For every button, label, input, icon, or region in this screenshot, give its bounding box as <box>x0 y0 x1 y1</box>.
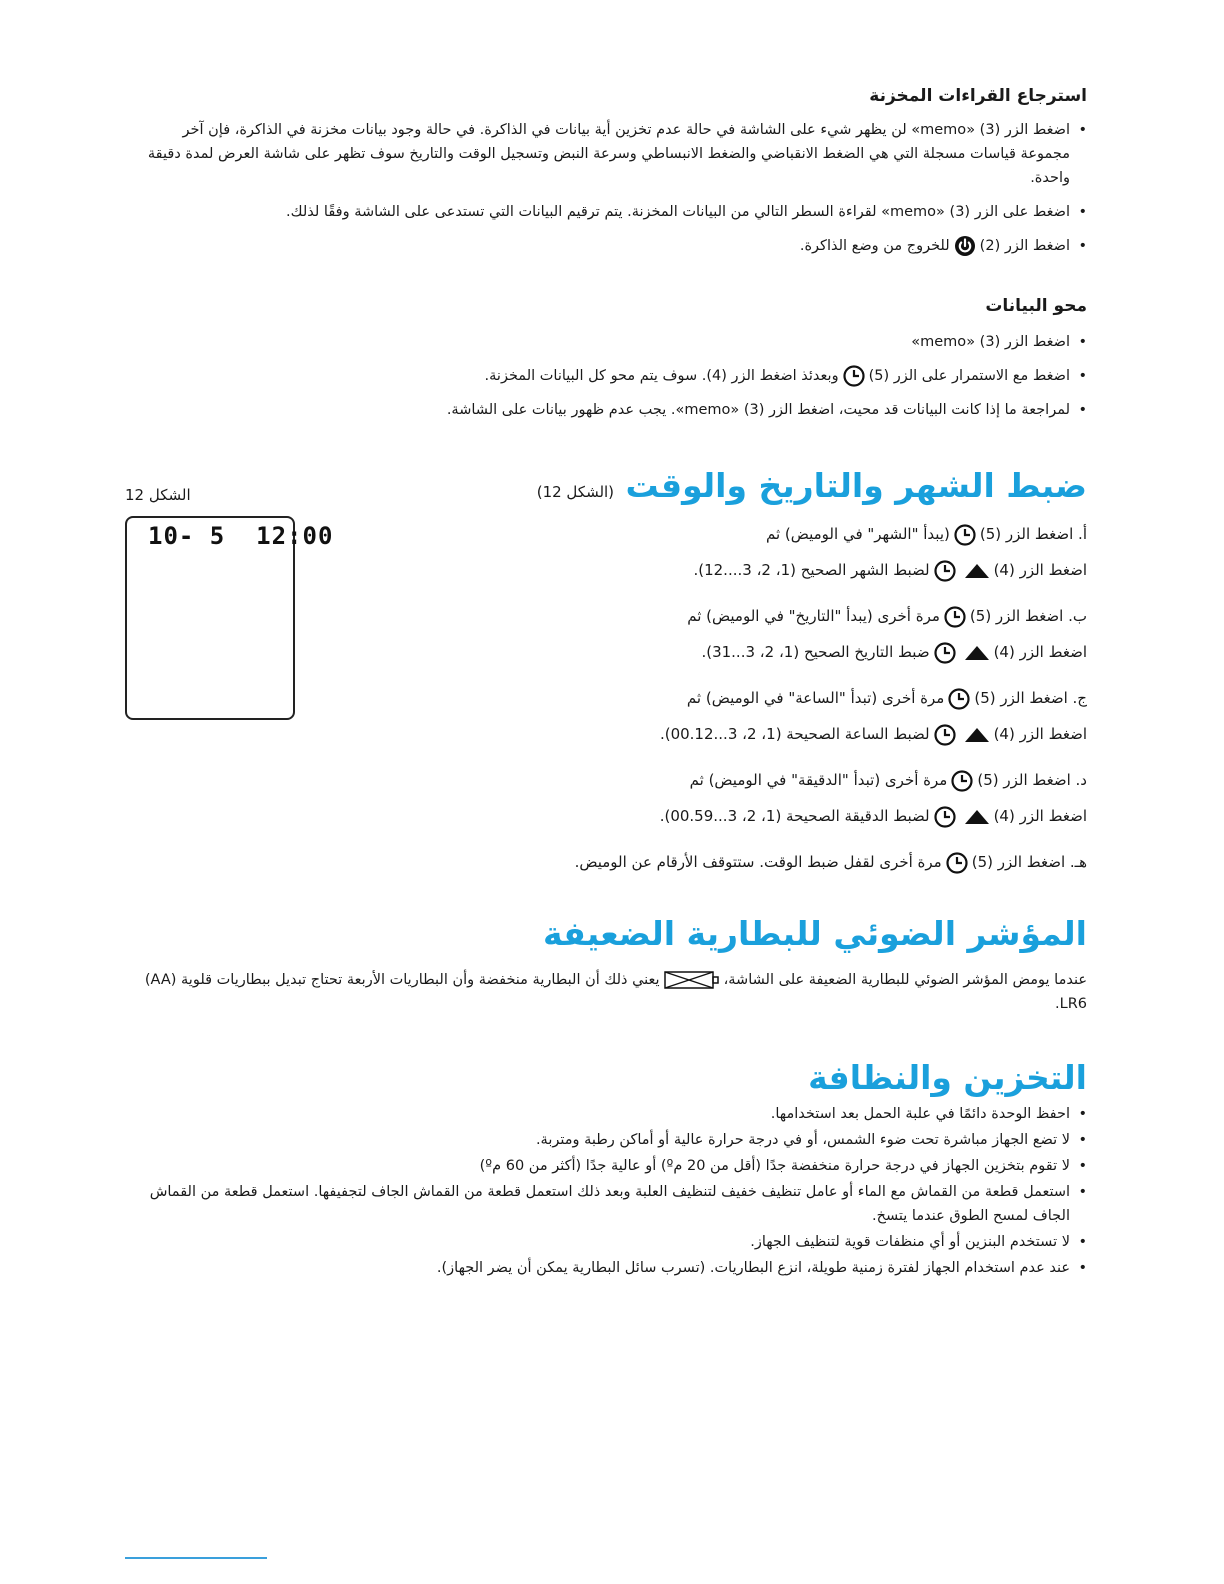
low-battery-icon <box>664 970 720 990</box>
clock-icon <box>843 365 865 387</box>
memo-section-title: استرجاع القراءات المخزنة <box>869 86 1087 106</box>
clock-icon <box>946 852 968 874</box>
clock-icon <box>948 688 970 710</box>
step-d-line-2: اضغط الزر (4) لضبط الدقيقة الصحيحة (1، 2، 3...00.59). <box>660 804 1087 828</box>
up-arrow-icon <box>964 563 990 579</box>
step-c-line-2: اضغط الزر (4) لضبط الساعة الصحيحة (1، 2، 3...00.12). <box>660 722 1087 746</box>
step-b-line-2: اضغط الزر (4) ضبط التاريخ الصحيح (1، 2، 3...31). <box>701 640 1087 664</box>
storage-item-3: • لا تقوم بتخزين الجهاز في درجة حرارة منخفضة جدًا (أقل من 20 مº) أو عالية جدًا (أكثر من 60 مº) <box>137 1154 1087 1178</box>
clock-icon <box>934 560 956 582</box>
storage-item-6: • عند عدم استخدام الجهاز لفترة زمنية طويلة، انزع البطاريات. (تسرب سائل البطارية يمكن أن يضر الجهاز). <box>137 1256 1087 1280</box>
step-b-line-1: ب. اضغط الزر (5) مرة أخرى (يبدأ "التاريخ" في الوميض) ثم <box>687 604 1087 628</box>
step-a-line-1: أ. اضغط الزر (5) (يبدأ "الشهر" في الوميض) ثم <box>766 522 1087 546</box>
erase-section-title: محو البيانات <box>985 296 1087 316</box>
storage-item-2: • لا تضع الجهاز مباشرة تحت ضوء الشمس، أو في درجة حرارة عالية أو أماكن رطبة ومتربة. <box>137 1128 1087 1152</box>
storage-item-4: • استعمل قطعة من القماش مع الماء أو عامل تنظيف خفيف لتنظيف العلبة وبعد ذلك استعمل قطعة من القماش الجاف لتجفيفها. استعمل قطعة من القماش الجاف لمسح الطوق عندما يتسخ. <box>137 1180 1087 1228</box>
up-arrow-icon <box>964 645 990 661</box>
clock-icon <box>944 606 966 628</box>
memo-bullet-1: • اضغط الزر (3) «memo» لن يظهر شيء على الشاشة في حالة عدم تخزين أية بيانات في الذاكرة. في حالة وجود بيانات مخزنة في الذاكرة، فإن آخر مجموعة قياسات مسجلة التي هي الضغط الانقباضي والضغط الانبساطي وسرعة النبض وتسجيل الوقت والتاريخ سوف تظهر على شاشة العرض لمدة دقيقة واحدة. <box>137 118 1087 190</box>
storage-section-title: التخزين والنظافة <box>808 1058 1087 1097</box>
clock-icon <box>934 724 956 746</box>
battery-section-title: المؤشر الضوئي للبطارية الضعيفة <box>542 914 1087 953</box>
clock-icon <box>954 524 976 546</box>
battery-paragraph: عندما يومض المؤشر الضوئي للبطارية الضعيفة على الشاشة، يعني ذلك أن البطارية منخفضة وأن البطاريات الأربعة تحتاج تبديل ببطاريات قلوية (AA) LR6. <box>144 972 1087 1012</box>
step-e: هـ. اضغط الزر (5) مرة أخرى لقفل ضبط الوقت. ستتوقف الأرقام عن الوميض. <box>575 850 1087 874</box>
erase-bullet-1: • اضغط الزر (3) «memo» <box>137 330 1087 354</box>
erase-bullets <box>137 330 1087 422</box>
footer-rule <box>125 1557 267 1559</box>
storage-item-1: • احفظ الوحدة دائمًا في علبة الحمل بعد استخدامها. <box>137 1102 1087 1126</box>
clock-icon <box>951 770 973 792</box>
up-arrow-icon <box>964 809 990 825</box>
erase-bullet-2: • اضغط مع الاستمرار على الزر (5) وبعدئذ اضغط الزر (4). سوف يتم محو كل البيانات المخزنة. <box>137 364 1087 388</box>
memo-bullet-2: • اضغط على الزر (3) «memo» لقراءة السطر التالي من البيانات المخزنة. يتم ترقيم البيانات التي تستدعى على الشاشة وفقًا لذلك. <box>137 200 1087 224</box>
clock-icon <box>934 642 956 664</box>
clock-icon <box>934 806 956 828</box>
lcd-readout: 10- 5 12:00 <box>148 522 334 550</box>
erase-bullet-3: • لمراجعة ما إذا كانت البيانات قد محيت، اضغط الزر (3) «memo». يجب عدم ظهور بيانات على الشاشة. <box>137 398 1087 422</box>
up-arrow-icon <box>964 727 990 743</box>
step-c-line-1: ج. اضغط الزر (5) مرة أخرى (تبدأ "الساعة" في الوميض) ثم <box>687 686 1087 710</box>
step-d-line-1: د. اضغط الزر (5) مرة أخرى (تبدأ "الدقيقة" في الوميض) ثم <box>690 768 1087 792</box>
storage-item-5: • لا تستخدم البنزين أو أي منظفات قوية لتنظيف الجهاز. <box>137 1230 1087 1254</box>
figure-reference: (الشكل 12) <box>536 483 615 501</box>
figure-label: الشكل 12 <box>125 486 191 504</box>
memo-bullet-3: • اضغط الزر (2) للخروج من وضع الذاكرة. <box>137 234 1087 258</box>
storage-bullets <box>137 1102 1087 1280</box>
power-icon <box>954 235 976 257</box>
time-section-title: ضبط الشهر والتاريخ والوقت (الشكل 12) <box>536 466 1087 505</box>
step-a-line-2: اضغط الزر (4) لضبط الشهر الصحيح (1، 2، 3....12). <box>693 558 1087 582</box>
memo-bullets <box>137 118 1087 258</box>
